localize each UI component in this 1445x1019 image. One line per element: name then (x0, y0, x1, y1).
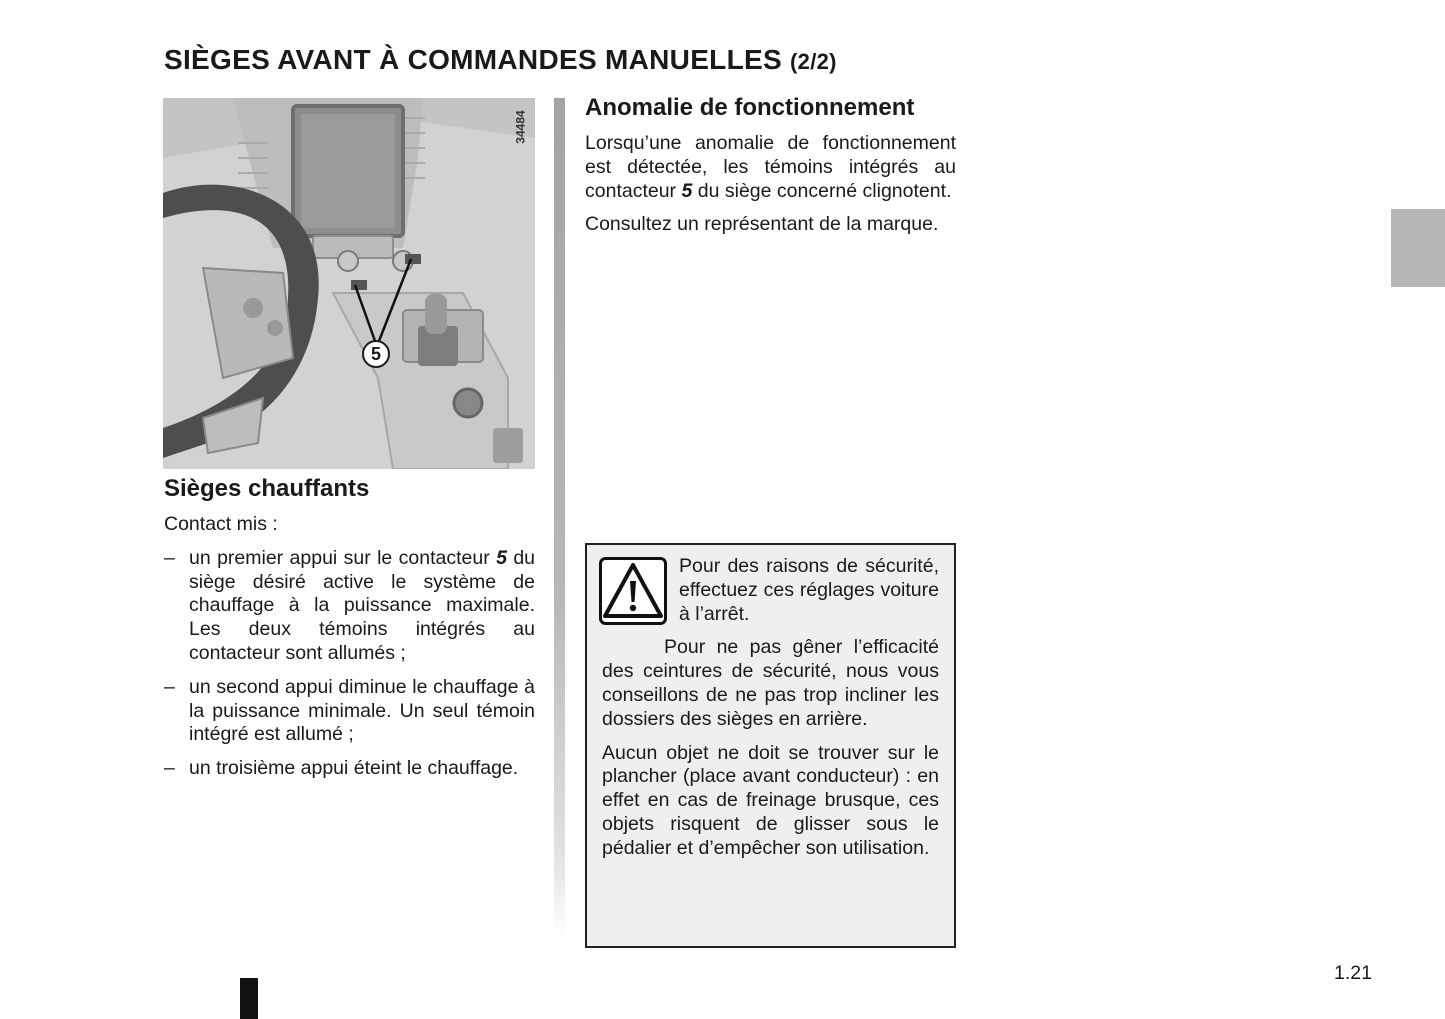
page-title-main: SIÈGES AVANT À COMMANDES MANUELLES (164, 44, 782, 75)
column-divider (554, 98, 565, 938)
list-dash: – (164, 675, 175, 698)
heated-seats-heading: Sièges chauffants (164, 475, 370, 502)
list-dash: – (164, 757, 175, 780)
heated-seats-content (164, 513, 535, 791)
list-item-text: un premier appui sur le contacteur (189, 546, 497, 569)
switch-number: 5 (496, 546, 507, 569)
page-number: 1.21 (1334, 962, 1372, 984)
warning-triangle-icon (599, 557, 667, 625)
heated-seats-intro: Contact mis : (164, 513, 278, 535)
list-item (164, 676, 535, 747)
malfunction-advice: Consultez un représentant de la marque. (585, 213, 939, 236)
malfunction-heading: Anomalie de fonctionnement (585, 94, 915, 121)
page-title (164, 44, 837, 76)
heated-seats-list (164, 547, 535, 781)
list-item-text: un second appui diminue le chauffage à la puissance minimale. Un seul témoin intégré est allumé ; (189, 675, 535, 746)
list-dash: – (164, 546, 175, 569)
list-item (164, 757, 535, 781)
list-item-text: du siège désiré active le système de chauffage à la puissance maximale. Les deux témoins intégrés au contacteur sont allumés ; (189, 546, 536, 664)
warning-box (585, 543, 956, 948)
chapter-tab (1391, 209, 1445, 287)
malfunction-paragraph (585, 132, 956, 203)
dashboard-illustration (163, 98, 535, 469)
malfunction-content (585, 132, 956, 237)
figure-reference (510, 104, 532, 150)
warning-paragraph-1: Pour des raisons de sécurité, effectuez ces réglages voiture à l’arrêt. (679, 555, 939, 625)
warning-paragraph-2: Pour ne pas gêner l’efficacité des ceintures de sécurité, nous vous conseillons de ne pas trop incliner les dossiers des sièges en arrière. (602, 636, 939, 730)
list-item-text: un troisième appui éteint le chauffage. (189, 757, 519, 780)
dashboard-drawing (163, 98, 535, 469)
malfunction-text: Lorsqu’une anomalie de fonctionnement est détectée, les témoins intégrés au contacteur (585, 132, 956, 202)
callout-5: 5 (362, 340, 390, 368)
page-edge-mark (240, 978, 258, 1019)
page-title-suffix: (2/2) (790, 49, 837, 74)
switch-number: 5 (681, 179, 693, 202)
list-item (164, 547, 535, 666)
warning-paragraph-3: Aucun objet ne doit se trouver sur le plancher (place avant conducteur) : en effet en cas de freinage brusque, ces objets risquent de glisser sous le pédalier et d’empêcher son utilisation. (602, 741, 939, 859)
malfunction-text: du siège concerné clignotent. (692, 179, 952, 202)
figure-reference-number: 34484 (514, 110, 528, 144)
